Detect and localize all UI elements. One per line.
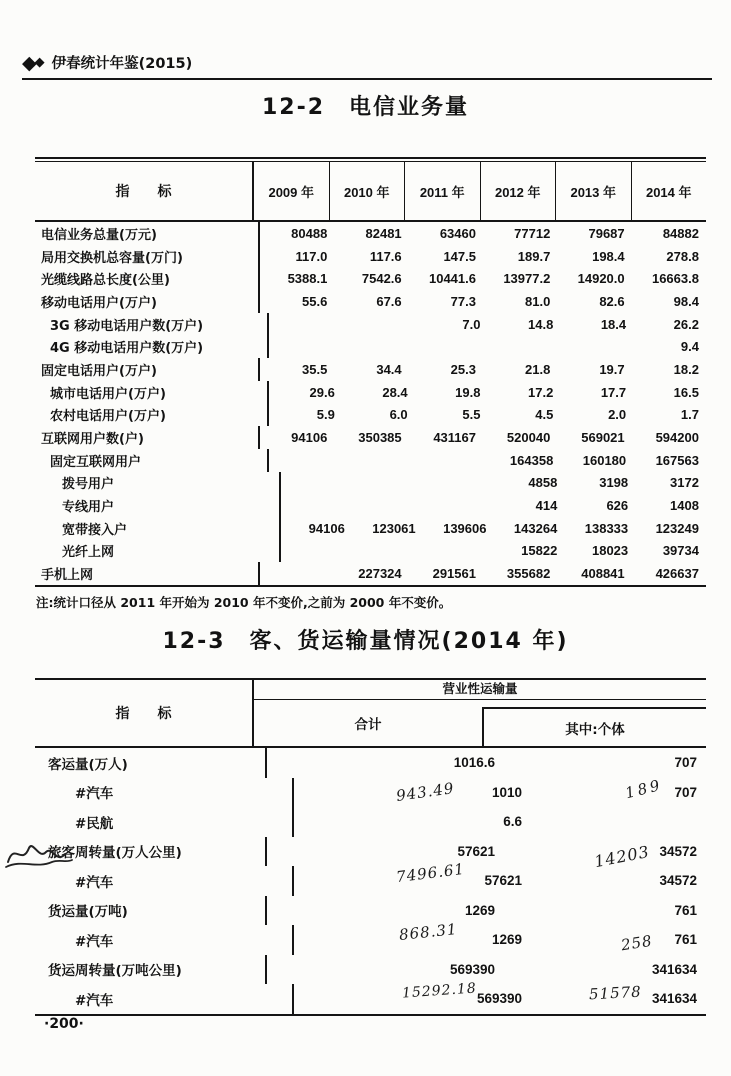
cell-value: 34572 <box>659 873 697 889</box>
cell-value <box>487 335 560 358</box>
cell-value: 4858 <box>528 475 558 491</box>
row-label: 城市电话用户(万户) <box>35 381 269 404</box>
cell-value: 761 <box>674 932 697 948</box>
cell-value: 355682 <box>506 566 551 582</box>
year-header: 2011 年 <box>404 162 480 220</box>
cell-value: 341634 <box>651 961 697 977</box>
table-row <box>35 267 706 290</box>
cell-value: 79687 <box>588 225 625 241</box>
cell-value: 139606 <box>443 520 487 536</box>
cell-value: 1269 <box>464 902 495 918</box>
row-label: 4G 移动电话用户数(万户) <box>35 335 269 358</box>
table-row <box>35 335 706 358</box>
cell-value: 5388.1 <box>287 271 328 287</box>
diamond-icon: ◆ <box>22 51 37 74</box>
cell-value: 426637 <box>655 566 699 582</box>
row-label: 农村电话用户(万户) <box>35 404 269 427</box>
table2-header <box>35 680 706 748</box>
year-header: 2012 年 <box>480 162 556 220</box>
cell-value: 57621 <box>484 873 522 889</box>
cell-value: 761 <box>674 902 697 918</box>
page-number: ·200· <box>44 1016 84 1032</box>
group-header: 营业性运输量 <box>254 680 706 700</box>
cell-value: 55.6 <box>302 293 328 309</box>
cell-value: 39734 <box>662 543 699 559</box>
cell-value <box>269 335 342 358</box>
row-label: #汽车 <box>35 925 294 955</box>
table1-body <box>35 222 706 587</box>
table-row <box>35 748 706 778</box>
table-row <box>35 955 706 985</box>
cell-value: 63460 <box>439 225 476 241</box>
cell-value: 520040 <box>506 430 551 446</box>
row-label: 光纤上网 <box>35 540 281 563</box>
cell-value: 17.2 <box>528 384 554 400</box>
cell-value: 67.6 <box>376 293 402 309</box>
handwritten-annotation: 258 <box>619 931 654 955</box>
diamond-icon: ◆ <box>34 54 45 70</box>
cell-value: 35.5 <box>302 361 328 377</box>
cell-value: 82.6 <box>599 293 625 309</box>
cell-value: 94106 <box>308 520 345 536</box>
year-header: 2014 年 <box>631 162 707 220</box>
pen-scribble <box>2 838 102 870</box>
cell-value: 707 <box>674 784 697 800</box>
row-label: 货运量(万吨) <box>35 896 267 926</box>
cell-value: 626 <box>606 498 629 514</box>
row-label: #民航 <box>35 807 294 837</box>
cell-value <box>423 494 494 517</box>
cell-value: 9.4 <box>680 339 699 355</box>
cell-value: 19.8 <box>455 384 481 400</box>
cell-value <box>415 335 488 358</box>
cell-value: 1.7 <box>680 407 699 423</box>
table-row <box>35 404 706 427</box>
handwritten-annotation: 189 <box>623 775 665 803</box>
individual-column-header: 其中:个体 <box>482 707 706 746</box>
table2-title: 12-3 客、货运输量情况(2014 年) <box>162 629 569 654</box>
table-row <box>35 358 706 381</box>
cell-value: 19.7 <box>599 361 625 377</box>
row-label: 专线用户 <box>35 494 281 517</box>
indicator-header: 指 标 <box>35 680 254 746</box>
row-label: 固定电话用户(万户) <box>35 358 260 381</box>
cell-value: 14920.0 <box>577 271 625 287</box>
handwritten-annotation: 943.49 <box>395 779 456 805</box>
cell-value: 1269 <box>491 932 522 948</box>
row-label: 局用交换机总容量(万门) <box>35 245 260 268</box>
table-row <box>35 494 706 517</box>
cell-value: 1408 <box>670 498 699 514</box>
cell-value <box>342 313 415 336</box>
cell-value <box>281 540 352 563</box>
cell-value <box>281 494 352 517</box>
cell-value: 160180 <box>582 452 627 468</box>
cell-value: 569021 <box>581 430 625 446</box>
cell-value: 5.5 <box>462 407 481 423</box>
cell-value: 431167 <box>433 430 476 446</box>
total-column-header: 合计 <box>354 717 382 733</box>
cell-value: 414 <box>535 498 558 514</box>
cell-value: 569390 <box>476 991 522 1007</box>
cell-value: 164358 <box>509 452 554 468</box>
handwritten-annotation: 868.31 <box>398 919 459 945</box>
table-row <box>35 222 706 245</box>
cell-value: 3198 <box>599 475 629 491</box>
handwritten-annotation: 15292.18 <box>401 980 478 1002</box>
table-row <box>35 562 706 585</box>
table2-header-right <box>254 680 706 746</box>
cell-value: 138333 <box>584 520 629 536</box>
cell-value <box>423 540 494 563</box>
cell-value: 6.0 <box>389 407 408 423</box>
cell-value: 26.2 <box>673 316 699 332</box>
year-header: 2010 年 <box>329 162 405 220</box>
cell-value: 594200 <box>655 430 699 446</box>
cell-value: 18.4 <box>600 316 627 332</box>
row-label: #汽车 <box>35 984 294 1014</box>
row-label: #汽车 <box>35 866 294 896</box>
cell-value: 16663.8 <box>651 271 699 287</box>
cell-value: 143264 <box>513 520 558 536</box>
cell-value: 28.4 <box>382 384 408 400</box>
table-row <box>35 313 706 336</box>
cell-value: 25.3 <box>450 361 476 377</box>
cell-value: 167563 <box>655 452 699 468</box>
row-label: 3G 移动电话用户数(万户) <box>35 313 269 336</box>
table-row <box>35 896 706 926</box>
cell-value: 341634 <box>651 991 697 1007</box>
cell-value: 4.5 <box>535 407 554 423</box>
table-row <box>35 925 706 955</box>
cell-value: 1010 <box>491 784 522 800</box>
row-label: #汽车 <box>35 778 294 808</box>
cell-value: 94106 <box>291 430 328 446</box>
indicator-header: 指 标 <box>35 162 254 220</box>
cell-value: 123249 <box>655 520 699 536</box>
cell-value: 57621 <box>457 843 495 859</box>
row-label: 手机上网 <box>35 562 260 585</box>
cell-value <box>527 807 706 837</box>
cell-value: 198.4 <box>592 248 625 264</box>
table1-header-row <box>35 162 706 222</box>
yearbook-title: 伊春统计年鉴(2015) <box>51 56 193 72</box>
cell-value: 14.8 <box>528 316 554 332</box>
cell-value: 80488 <box>291 225 328 241</box>
cell-value: 278.8 <box>666 248 699 264</box>
cell-value: 6.6 <box>503 814 522 830</box>
table2-body <box>35 748 706 1016</box>
cell-value <box>281 472 352 495</box>
cell-value: 5.9 <box>316 407 335 423</box>
table-row <box>35 807 706 837</box>
row-label: 固定互联网用户 <box>35 449 269 472</box>
cell-value <box>269 449 342 472</box>
cell-value: 147.5 <box>443 248 476 264</box>
cell-value: 21.8 <box>525 361 551 377</box>
cell-value: 2.0 <box>608 407 627 423</box>
row-label: 光缆线路总长度(公里) <box>35 267 260 290</box>
cell-value <box>269 313 342 336</box>
handwritten-annotation: 51578 <box>588 982 643 1004</box>
cell-value: 84882 <box>662 225 699 241</box>
row-label: 客运量(万人) <box>35 748 267 778</box>
cell-value <box>260 562 334 585</box>
cell-value: 81.0 <box>525 293 551 309</box>
cell-value: 16.5 <box>673 384 699 400</box>
year-header: 2009 年 <box>268 184 315 200</box>
cell-value: 7.0 <box>462 316 481 332</box>
year-header: 2013 年 <box>555 162 631 220</box>
table-row <box>35 540 706 563</box>
cell-value: 17.7 <box>600 384 627 400</box>
cell-value: 29.6 <box>309 384 335 400</box>
cell-value: 98.4 <box>673 293 699 309</box>
cell-value <box>342 335 415 358</box>
cell-value: 13977.2 <box>503 271 551 287</box>
table-row <box>35 449 706 472</box>
row-label: 电信业务总量(万元) <box>35 222 260 245</box>
cell-value: 7542.6 <box>361 271 402 287</box>
table-row <box>35 426 706 449</box>
cell-value: 350385 <box>358 430 402 446</box>
cell-value: 189.7 <box>517 248 551 264</box>
row-label: 货运周转量(万吨公里) <box>35 955 267 985</box>
row-label: 互联网用户数(户) <box>35 426 260 449</box>
cell-value: 15822 <box>521 543 558 559</box>
cell-value: 34.4 <box>376 361 402 377</box>
cell-value: 10441.6 <box>428 271 476 287</box>
cell-value: 77712 <box>514 225 551 241</box>
cell-value: 77.3 <box>450 293 476 309</box>
handwritten-annotation: 14203 <box>592 841 652 872</box>
cell-value <box>415 449 488 472</box>
cell-value: 117.0 <box>295 248 328 264</box>
cell-value <box>352 494 423 517</box>
row-label: 拨号用户 <box>35 472 281 495</box>
table1-footnote: 注:统计口径从 2011 年开始为 2010 年不变价,之前为 2000 年不变价。 <box>36 595 452 610</box>
table-row <box>35 866 706 896</box>
cell-value: 117.6 <box>369 248 402 264</box>
cell-value: 82481 <box>365 225 402 241</box>
transport-table <box>35 678 706 1016</box>
cell-value: 707 <box>674 755 697 771</box>
cell-value <box>352 472 423 495</box>
cell-value: 1016.6 <box>453 755 495 771</box>
table-row <box>35 381 706 404</box>
cell-value: 569390 <box>449 961 495 977</box>
sub-header-row <box>254 700 706 746</box>
table1-title: 12-2 电信业务量 <box>261 95 470 120</box>
cell-value: 291561 <box>432 566 476 582</box>
table-row <box>35 472 706 495</box>
table-row <box>35 245 706 268</box>
cell-value <box>560 335 633 358</box>
cell-value: 18023 <box>591 543 629 559</box>
cell-value: 3172 <box>670 475 699 491</box>
page-header <box>22 52 712 80</box>
cell-value <box>423 472 494 495</box>
handwritten-annotation: 7496.61 <box>395 859 466 887</box>
table-row <box>35 775 706 808</box>
cell-value: 123061 <box>372 520 416 536</box>
cell-value: 34572 <box>659 843 697 859</box>
row-label: 宽带接入户 <box>35 517 281 540</box>
cell-value: 227324 <box>358 566 402 582</box>
cell-value: 18.2 <box>673 361 699 377</box>
table-row <box>35 517 706 540</box>
row-label: 移动电话用户(万户) <box>35 290 260 313</box>
row-label: 旅客周转量(万人公里) <box>35 837 267 867</box>
table-row <box>35 290 706 313</box>
cell-value <box>342 449 415 472</box>
cell-value <box>352 540 423 563</box>
telecom-table <box>35 157 706 587</box>
cell-value: 408841 <box>581 566 625 582</box>
